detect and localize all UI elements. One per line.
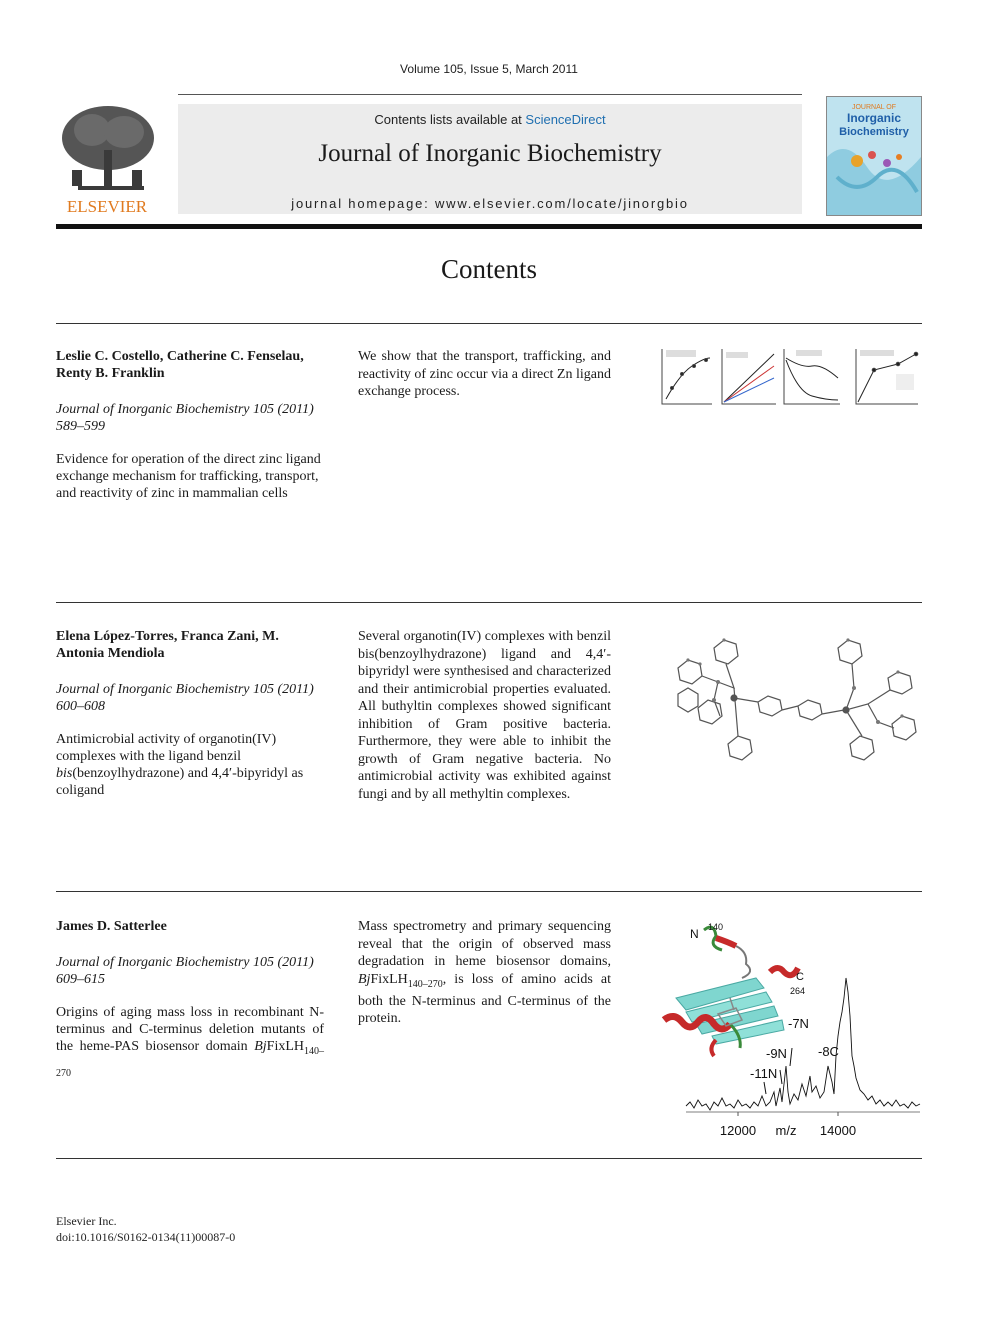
entry-3-summary-mid: FixLH [370, 971, 408, 987]
peak-label-8c: -8C [818, 1044, 839, 1059]
entry-3-title-mid: FixLH [266, 1039, 304, 1054]
contents-available-prefix: Contents lists available at [374, 112, 526, 127]
entry-3-summary-sub: 140–270 [407, 978, 443, 990]
cover-title-line3: Biochemistry [839, 126, 909, 138]
entry-3-authors: James D. Satterlee [56, 919, 167, 934]
entry-divider [56, 323, 922, 324]
c-terminus-number: 264 [790, 986, 806, 996]
peak-label-9n: -9N [766, 1046, 787, 1061]
entry-divider [56, 891, 922, 892]
cover-title-line2: Inorganic [846, 111, 902, 125]
entry-2-authors: Elena López-Torres, Franca Zani, M. Antonia Mendiola [56, 629, 279, 661]
entry-2-citation[interactable]: Journal of Inorganic Biochemistry 105 (2011) 600–608 [56, 682, 314, 714]
elsevier-wordmark: ELSEVIER [66, 197, 148, 216]
peak-label-7n: -7N [788, 1016, 809, 1031]
entry-2-summary: Several organotin(IV) complexes with benzil bis(benzoylhydrazone) ligand and 4,4′-bipyridyl were synthesised and characterized and their antimicrobial properties evaluated. All buthyltin complexes showed significant inhibition of Gram positive bacteria. Furthermore, they were able to inhibit the growth of Gram negative bacteria. No antimicrobial activity was exhibited against fungi and by all methyltin complexes. [358, 629, 611, 802]
x-tick-14000: 14000 [819, 1123, 857, 1138]
entry-2-title-prefix: Antimicrobial activity of organotin(IV) complexes with the ligand benzil [56, 732, 277, 764]
entry-2-title-italic: bis [56, 766, 73, 781]
footer-doi[interactable]: doi:10.1016/S0162-0134(11)00087-0 [56, 1230, 236, 1244]
entry-1-summary: We show that the transport, trafficking, and reactivity of zinc occur via a direct Zn ligand exchange process. [358, 349, 611, 399]
entry-3-summary-prefix: Mass spectrometry and primary sequencing reveal that the origin of observed mass degradation in heme biosensor domains, [358, 919, 611, 969]
x-axis-label: m/z [775, 1123, 797, 1138]
entry-divider [56, 602, 922, 603]
masthead [178, 104, 802, 214]
entry-3-citation[interactable]: Journal of Inorganic Biochemistry 105 (2011) 609–615 [56, 955, 314, 987]
entry-1-title[interactable]: Evidence for operation of the direct zinc ligand exchange mechanism for trafficking, transport, and reactivity of zinc in mammalian cells [56, 452, 321, 501]
entry-divider [56, 1158, 922, 1159]
entry-1-authors: Leslie C. Costello, Catherine C. Fenselau, Renty B. Franklin [56, 349, 304, 381]
n-terminus-label: N [690, 927, 699, 941]
entry-3-summary-italic: Bj [358, 971, 371, 987]
n-terminus-number: 140 [708, 922, 724, 932]
contents-available-line [178, 112, 802, 127]
cover-title-line1: JOURNAL OF [851, 104, 897, 111]
peak-label-11n: -11N [750, 1066, 778, 1081]
elsevier-logo [52, 100, 162, 216]
entry-3-summary-suffix: , is loss of amino acids at both the N-terminus and C-terminus of the protein. [358, 971, 611, 1027]
page-title: Contents [440, 254, 537, 284]
volume-issue-line: Volume 105, Issue 5, March 2011 [400, 62, 578, 76]
entry-2-title[interactable] [56, 731, 324, 799]
entry-3-summary [358, 918, 611, 1028]
entry-2-crystal-structure [658, 628, 922, 778]
entry-1-graphical-abstract [652, 344, 922, 414]
sciencedirect-link[interactable]: ScienceDirect [525, 112, 606, 127]
entry-3-title-italic: Bj [254, 1039, 267, 1054]
journal-cover [826, 96, 922, 216]
entry-2-title-suffix: (benzoylhydrazone) and 4,4′-bipyridyl as coligand [56, 766, 304, 798]
entry-1-citation[interactable]: Journal of Inorganic Biochemistry 105 (2011) 589–599 [56, 402, 314, 434]
x-tick-12000: 12000 [719, 1123, 757, 1138]
journal-title: Journal of Inorganic Biochemistry [318, 140, 662, 167]
entry-3-figure [656, 916, 922, 1146]
c-terminus-label: C [796, 971, 804, 983]
footer-publisher: Elsevier Inc. [56, 1214, 117, 1228]
entry-3-title-prefix: Origins of aging mass loss in recombinant N-terminus and C-terminus deletion mutants of the heme-PAS biosensor domain [56, 1005, 324, 1054]
top-rule [178, 94, 802, 95]
entry-3-title[interactable] [56, 1004, 324, 1082]
header-thick-rule [56, 224, 922, 229]
protein-ribbon-structure [664, 927, 798, 1056]
mass-spectrum [686, 978, 920, 1138]
journal-homepage[interactable]: journal homepage: www.elsevier.com/locate/jinorgbio [291, 196, 689, 211]
entry-3-title-sub: 140–270 [56, 1045, 324, 1079]
